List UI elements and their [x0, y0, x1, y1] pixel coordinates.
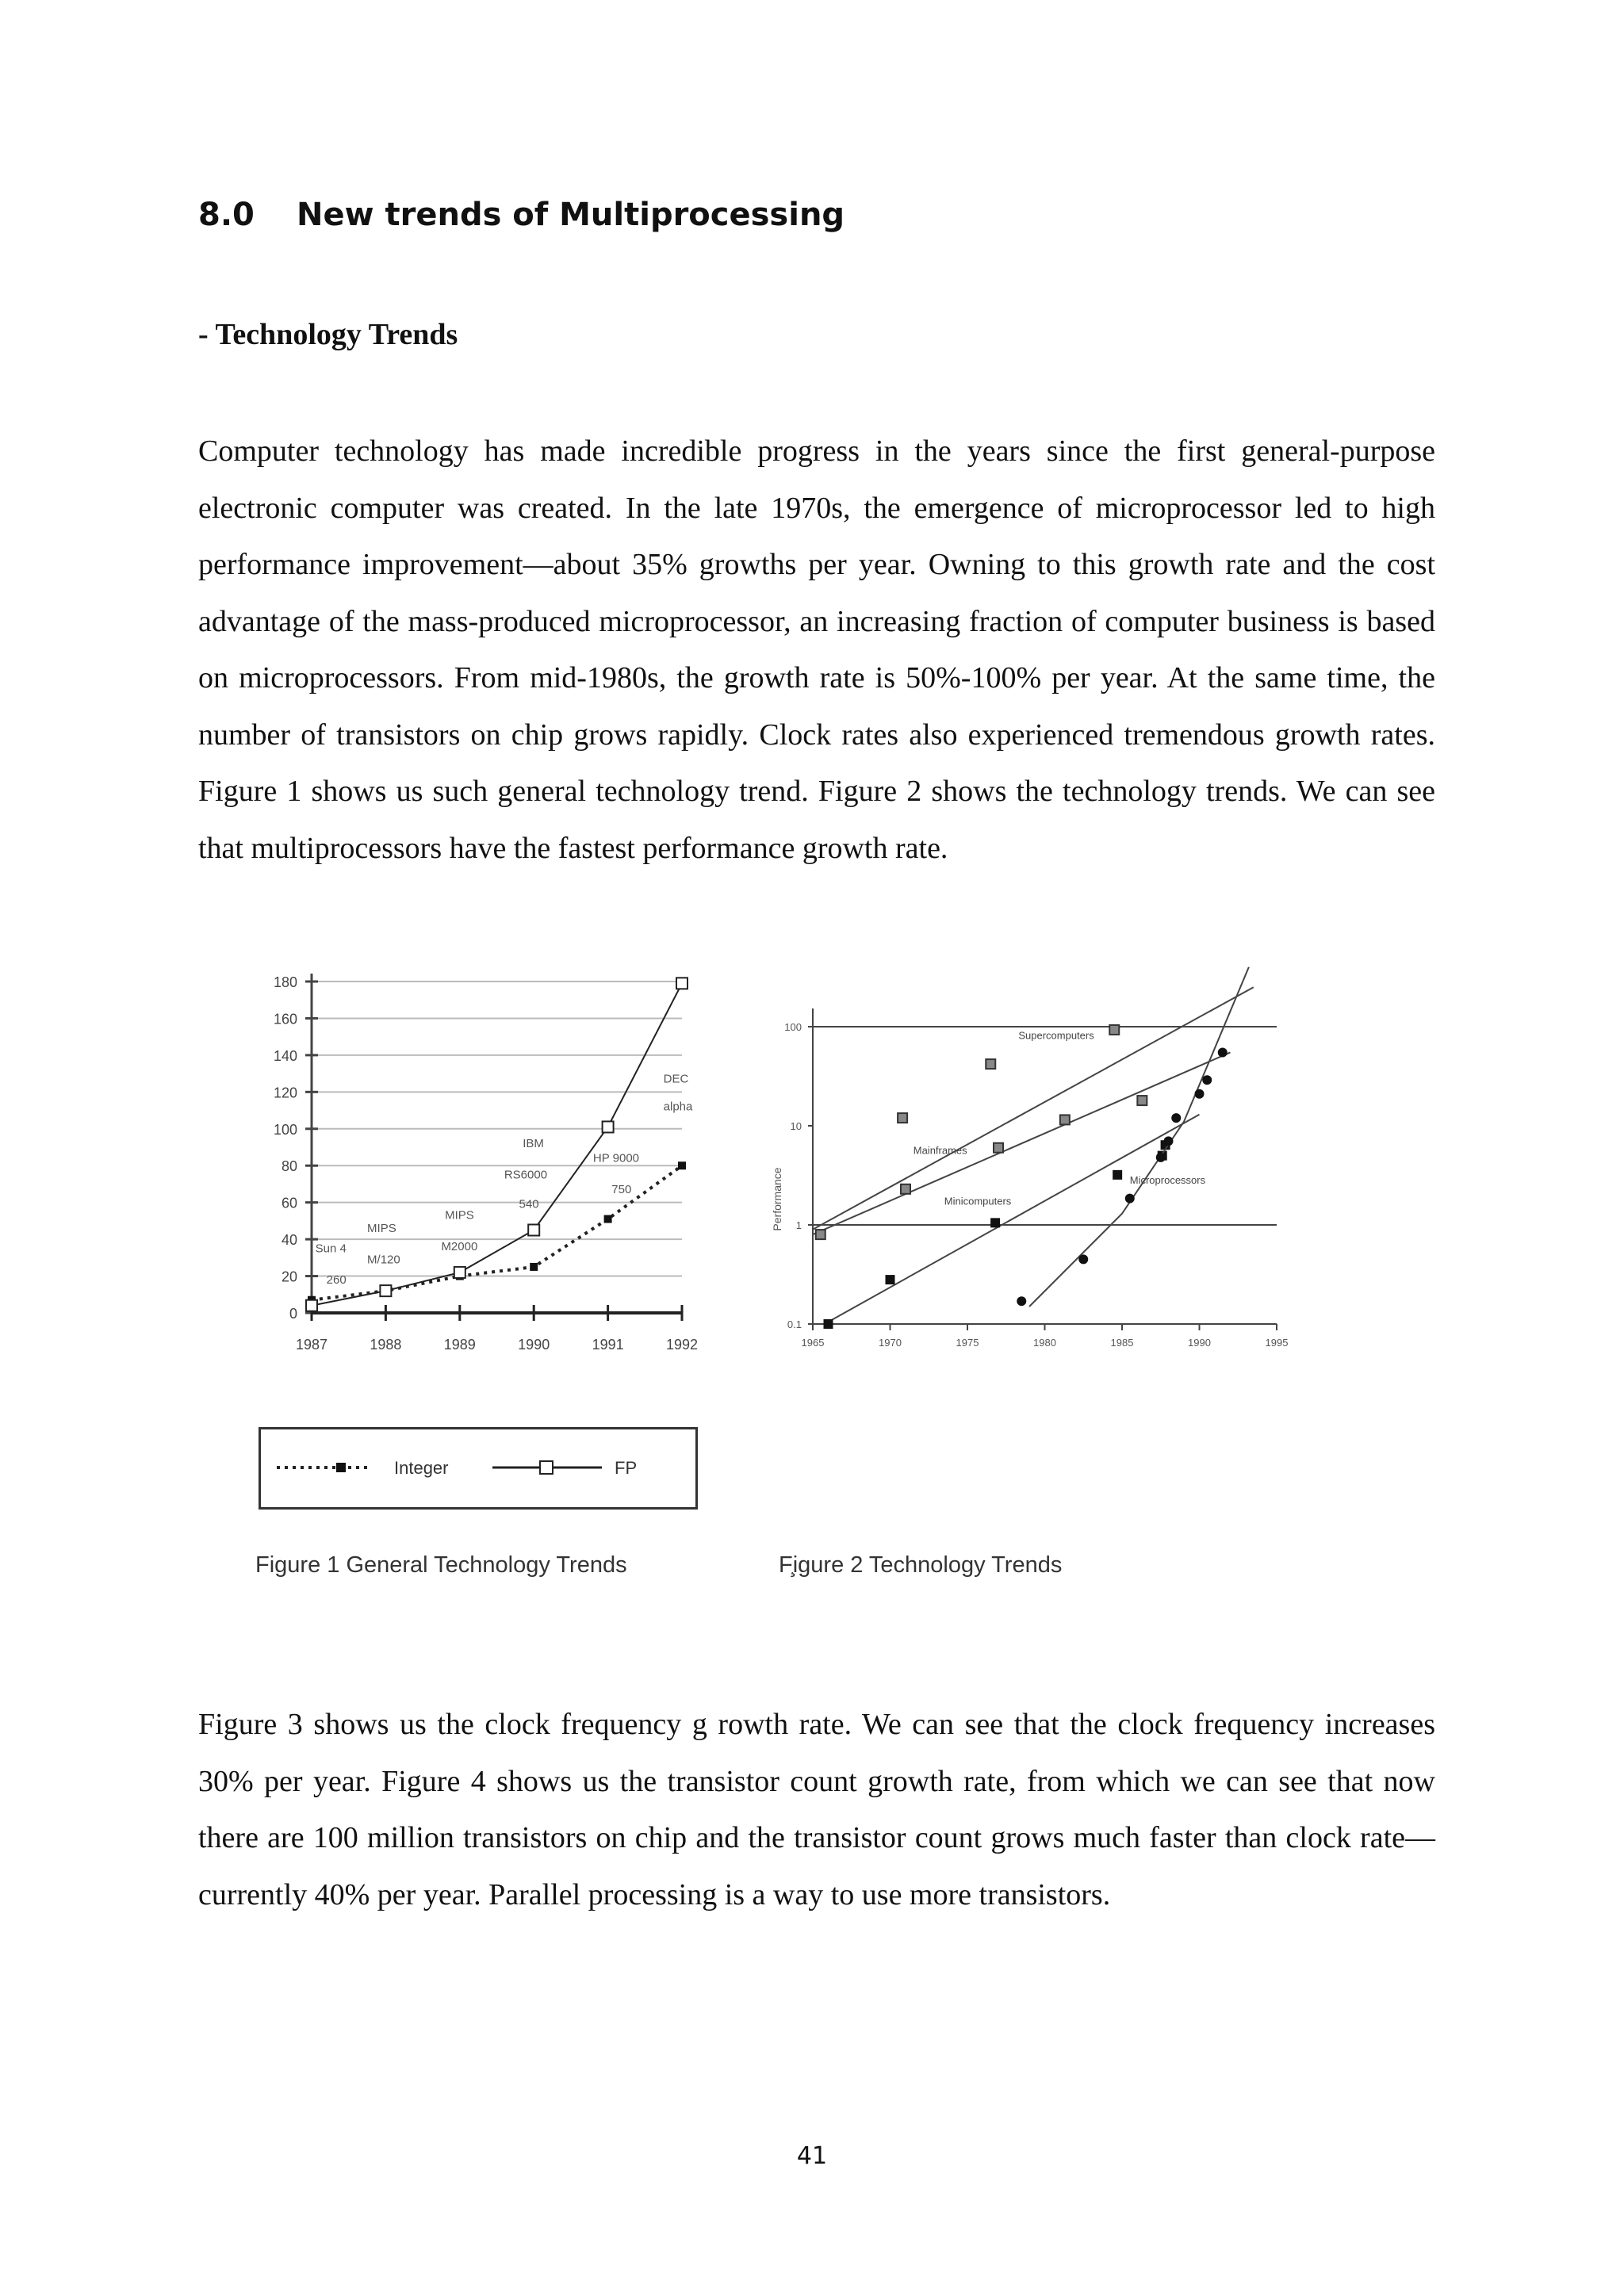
x-tick-label: 1995 [1265, 1337, 1289, 1349]
microprocessors-data-point [1164, 1136, 1174, 1146]
y-tick-label: 140 [273, 1047, 297, 1064]
annotation-label: M2000 [441, 1240, 478, 1254]
body-paragraph-1: Computer technology has made incredible progress in the years since the first general-purpose electronic computer was created. In the late 1970s, the emergence of microprocessor led to high performance improvement—about 35% growths per year. Owning to this growth rate and the cost advantage of the mass-produced microprocessor, an increasing fraction of computer business is based on microprocessors. From mid-1980s, the growth rate is 50%-100% per year. At the same time, the number of transistors on chip grows rapidly. Clock rates also experienced tremendous growth rates. Figure 1 shows us such general technology trend. Figure 2 shows the technology trends. We can see that multiprocessors have the fastest performance growth rate. [198, 434, 1435, 865]
legend-integer-marker [336, 1463, 346, 1472]
figure-1-chart [252, 958, 712, 1370]
annotation-label: MIPS [367, 1221, 396, 1235]
microprocessors-data-point [1078, 1254, 1088, 1264]
subsection-heading: - Technology Trends [198, 318, 458, 351]
x-tick-label: 1992 [665, 1337, 699, 1353]
figure-2-chart [761, 951, 1300, 1364]
minicomputers-data-point [886, 1275, 895, 1284]
y-tick-label: 100 [784, 1021, 802, 1033]
section-number: 8.0 [198, 197, 255, 233]
fp-data-point [306, 1300, 317, 1311]
figure-1-caption: Figure 1 General Technology Trends [255, 1552, 627, 1578]
y-tick-label: 120 [273, 1085, 297, 1101]
page-number: 41 [796, 2142, 828, 2170]
fp-data-point [603, 1121, 614, 1132]
section-title: New trends of Multiprocessing [297, 197, 845, 233]
fp-data-point [454, 1267, 465, 1278]
y-tick-label: 160 [273, 1011, 297, 1027]
body-paragraph-2: Figure 3 shows us the clock frequency g rowth rate. We can see that the clock frequency increases 30% per year. Figure 4 shows us the transistor count growth rate, from which we can see that now there are 100 million transistors on chip and the transistor count grows much faster than clock rate—currently 40% per year. Parallel processing is a way to use more transistors. [198, 1708, 1435, 1911]
microprocessors-trend-line [1029, 967, 1249, 1307]
mainframes-data-point [816, 1230, 825, 1239]
legend-graphic [261, 1429, 695, 1507]
y-axis-label: Performance [771, 1167, 783, 1231]
microprocessors-data-point [1156, 1153, 1166, 1162]
legend-fp-marker [540, 1461, 553, 1474]
supercomputers-data-point [1109, 1025, 1119, 1035]
x-tick-label: 1988 [370, 1337, 402, 1353]
annotation-label: Sun 4 [315, 1242, 347, 1256]
fp-data-point [528, 1225, 539, 1236]
fp-data-point [380, 1285, 391, 1296]
annotation-label: HP 9000 [592, 1151, 640, 1165]
supercomputers-data-point [898, 1113, 907, 1123]
supercomputers-data-point [986, 1059, 995, 1069]
x-tick-label: 1985 [1110, 1337, 1134, 1349]
y-tick-label: 100 [273, 1121, 297, 1138]
annotation-label: 750 [611, 1183, 632, 1197]
series-label: Supercomputers [1018, 1029, 1094, 1042]
y-tick-label: 0 [289, 1306, 297, 1322]
x-tick-label: 1980 [1033, 1337, 1056, 1349]
y-tick-label: 20 [281, 1269, 297, 1285]
fp-data-point [676, 978, 688, 989]
microprocessors-data-point [1017, 1296, 1026, 1306]
minicomputers-data-point [824, 1319, 833, 1329]
microprocessors-data-point [1202, 1075, 1212, 1085]
y-tick-label: 1 [795, 1219, 802, 1231]
supercomputers-trend-line [813, 987, 1254, 1229]
y-tick-label: 40 [281, 1232, 297, 1249]
figure-2-caption: F̧igure 2 Technology Trends [779, 1552, 1063, 1578]
minicomputers-data-point [990, 1218, 1000, 1227]
annotation-label: RS6000 [504, 1168, 548, 1182]
mainframes-data-point [994, 1143, 1003, 1153]
annotation-label: M/120 [367, 1253, 400, 1267]
legend-fp-label: FP [615, 1458, 638, 1478]
y-tick-label: 180 [273, 974, 297, 990]
x-tick-label: 1970 [879, 1337, 902, 1349]
y-tick-label: 0.1 [787, 1318, 802, 1330]
annotation-label: DEC [663, 1072, 689, 1086]
annotation-label: MIPS [445, 1208, 474, 1223]
annotation-label: 540 [519, 1197, 539, 1211]
integer-data-point [604, 1215, 612, 1223]
microprocessors-data-point [1125, 1194, 1135, 1203]
mainframes-data-point [1137, 1096, 1147, 1105]
microprocessors-data-point [1195, 1089, 1205, 1099]
x-tick-label: 1987 [295, 1337, 328, 1353]
series-label: Mainframes [913, 1144, 967, 1157]
minicomputers-trend-line [821, 1115, 1200, 1326]
x-tick-label: 1965 [801, 1337, 825, 1349]
x-tick-label: 1990 [518, 1337, 550, 1353]
section-heading [198, 197, 845, 233]
minicomputers-data-point [1113, 1170, 1122, 1180]
mainframes-data-point [901, 1184, 910, 1194]
integer-data-point [678, 1161, 686, 1169]
x-tick-label: 1991 [592, 1337, 624, 1353]
x-tick-label: 1990 [1188, 1337, 1211, 1349]
integer-data-point [530, 1263, 538, 1271]
microprocessors-data-point [1218, 1047, 1228, 1057]
annotation-label: IBM [523, 1137, 544, 1150]
y-tick-label: 10 [790, 1120, 802, 1132]
figure-1-legend [259, 1427, 698, 1510]
mainframes-data-point [1060, 1115, 1070, 1124]
series-label: Minicomputers [944, 1195, 1012, 1207]
annotation-label: 260 [326, 1272, 347, 1287]
x-tick-label: 1989 [443, 1337, 476, 1353]
legend-integer-label: Integer [394, 1458, 449, 1478]
x-tick-label: 1975 [956, 1337, 979, 1349]
y-tick-label: 80 [281, 1158, 297, 1175]
annotation-label: alpha [663, 1100, 693, 1114]
y-tick-label: 60 [281, 1195, 297, 1211]
microprocessors-data-point [1171, 1113, 1181, 1123]
series-label: Microprocessors [1129, 1174, 1206, 1187]
